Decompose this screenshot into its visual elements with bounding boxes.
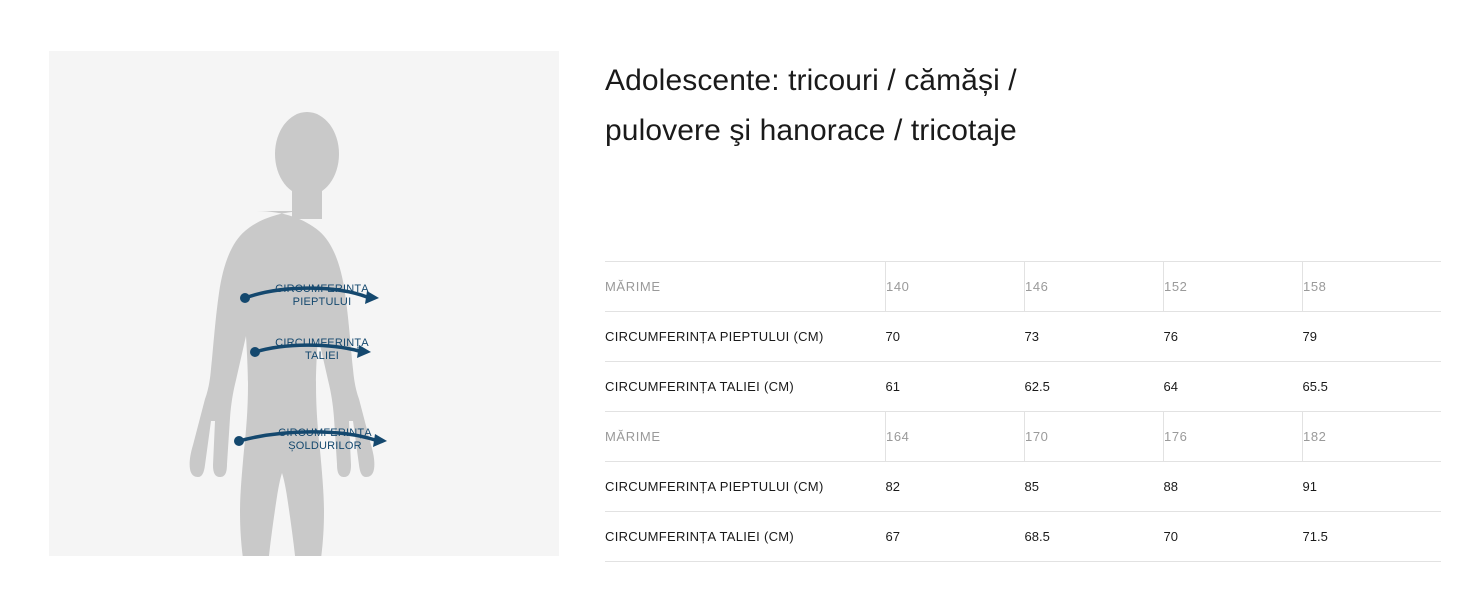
header-size-1: 140 [886,262,1025,312]
row-label: CIRCUMFERINȚA TALIEI (CM) [605,512,886,562]
size-chart-table [605,261,1441,562]
header-size-3: 152 [1164,262,1303,312]
row-value-1: 82 [886,462,1025,512]
row-value-2: 68.5 [1025,512,1164,562]
row-label: CIRCUMFERINȚA TALIEI (CM) [605,362,886,412]
row-value-3: 64 [1164,362,1303,412]
header-size-3: 176 [1164,412,1303,462]
body-diagram-panel [49,51,559,556]
row-value-4: 91 [1303,462,1442,512]
row-value-4: 79 [1303,312,1442,362]
row-value-1: 70 [886,312,1025,362]
row-value-4: 65.5 [1303,362,1442,412]
header-size-4: 182 [1303,412,1442,462]
row-value-4: 71.5 [1303,512,1442,562]
row-value-3: 88 [1164,462,1303,512]
table-header-row [605,412,1441,462]
row-value-1: 67 [886,512,1025,562]
header-size-2: 146 [1025,262,1164,312]
waist-label-line2: TALIEI [304,350,339,362]
header-size-4: 158 [1303,262,1442,312]
table-row [605,462,1441,512]
row-value-2: 85 [1025,462,1164,512]
table-row [605,362,1441,412]
row-label: CIRCUMFERINȚA PIEPTULUI (CM) [605,312,886,362]
row-value-2: 73 [1025,312,1164,362]
header-label: MĂRIME [605,412,886,462]
table-row [605,312,1441,362]
row-value-1: 61 [886,362,1025,412]
page-title: Adolescente: tricouri / cămăși / pulovere şi hanorace / tricotaje [605,64,1017,147]
hips-label-line1: CIRCUMFERINȚA [278,427,372,439]
hips-measure-label [255,427,395,453]
row-value-2: 62.5 [1025,362,1164,412]
row-value-3: 70 [1164,512,1303,562]
row-value-3: 76 [1164,312,1303,362]
chest-label-line1: CIRCUMFERINȚA [275,283,369,295]
chest-measure-label [262,283,382,309]
header-size-2: 170 [1025,412,1164,462]
content-area [605,56,1417,156]
table-header-row [605,262,1441,312]
hips-label-line2: ȘOLDURILOR [288,440,362,452]
waist-measure-label [262,337,382,363]
header-size-1: 164 [886,412,1025,462]
waist-label-line1: CIRCUMFERINȚA [275,337,369,349]
chest-label-line2: PIEPTULUI [292,296,352,308]
table-row [605,512,1441,562]
row-label: CIRCUMFERINȚA PIEPTULUI (CM) [605,462,886,512]
header-label: MĂRIME [605,262,886,312]
